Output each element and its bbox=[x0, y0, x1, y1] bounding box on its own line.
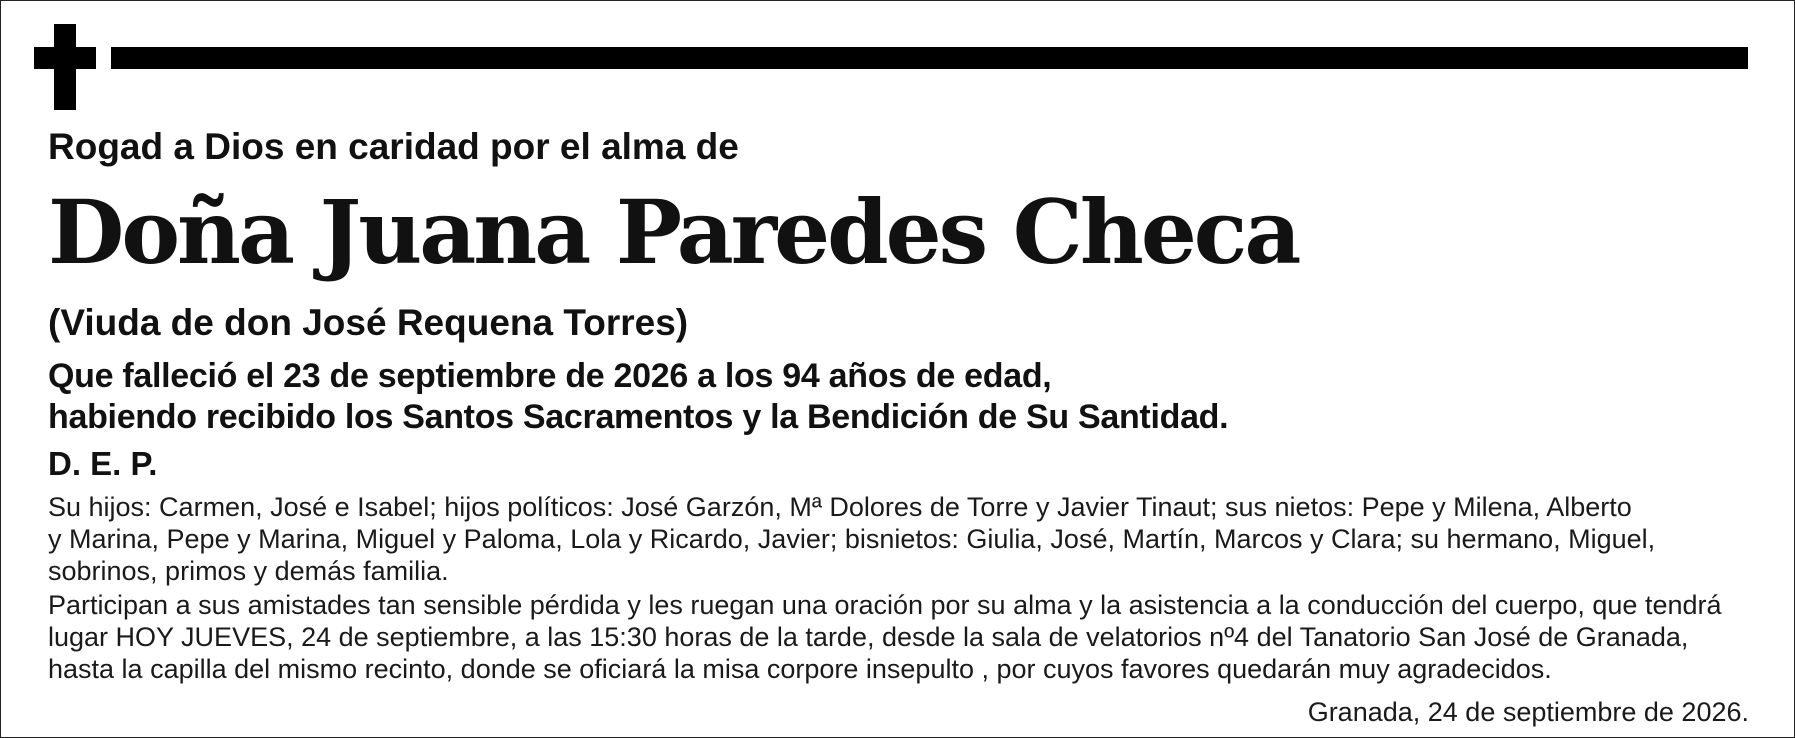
rip-text: D. E. P. bbox=[48, 445, 158, 482]
ceremony-line: hasta la capilla del mismo recinto, donde se oficiará la misa corpore insepulto , por cuyos favores quedarán muy agradecidos. bbox=[48, 654, 1552, 684]
ceremony-paragraph bbox=[48, 589, 1722, 685]
family-paragraph bbox=[48, 491, 1655, 587]
ceremony-line: lugar HOY JUEVES, 24 de septiembre, a las 15:30 horas de la tarde, desde la sala de velatorios nº4 del Tanatorio San José de Granada, bbox=[48, 622, 1689, 652]
death-statement-line-1: Que falleció el 23 de septiembre de 2026 a los 94 años de edad, bbox=[48, 357, 1052, 395]
family-line: Su hijos: Carmen, José e Isabel; hijos políticos: José Garzón, Mª Dolores de Torre y Javier Tinaut; sus nietos: Pepe y Milena, Alberto bbox=[48, 492, 1632, 522]
header-rule bbox=[111, 47, 1748, 69]
invocation-text: Rogad a Dios en caridad por el alma de bbox=[48, 126, 739, 167]
place-and-date: Granada, 24 de septiembre de 2026. bbox=[1307, 697, 1749, 727]
death-statement-line-2: habiendo recibido los Santos Sacramentos y la Bendición de Su Santidad. bbox=[48, 398, 1229, 436]
cross-horizontal-bar bbox=[34, 47, 96, 69]
deceased-name: Doña Juana Paredes Checa bbox=[48, 180, 1299, 284]
family-line: sobrinos, primos y demás familia. bbox=[48, 556, 449, 586]
widow-of-text: (Viuda de don José Requena Torres) bbox=[48, 302, 689, 343]
ceremony-line: Participan a sus amistades tan sensible pérdida y les ruegan una oración por su alma y la asistencia a la conducción del cuerpo, que tendrá bbox=[48, 590, 1722, 620]
family-line: y Marina, Pepe y Marina, Miguel y Paloma, Lola y Ricardo, Javier; bisnietos: Giulia, José, Martín, Marcos y Clara; su hermano, Miguel, bbox=[48, 524, 1656, 554]
